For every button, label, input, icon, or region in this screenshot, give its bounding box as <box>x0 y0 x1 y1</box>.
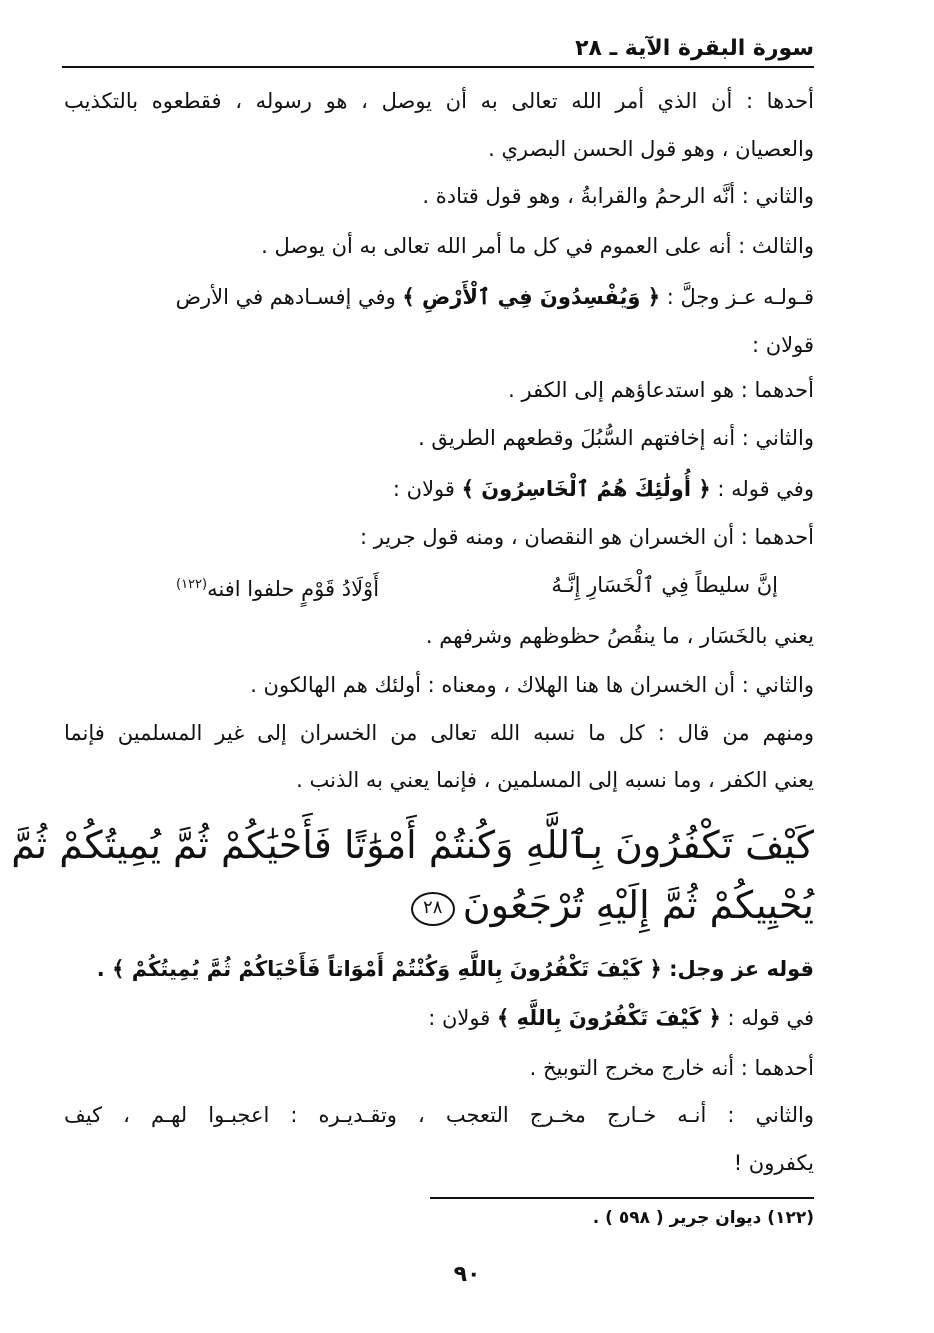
quran-verse-line-1: كَيْفَ تَكْفُرُونَ بِٱللَّهِ وَكُنتُمْ أَمْوَٰتًا فَأَحْيَٰكُمْ ثُمَّ يُمِيتُكُمْ ثُمَّ <box>11 823 814 867</box>
text-line-19: يكفرون ! <box>733 1151 814 1175</box>
quran-quote: ﴿ أُولَٰئِكَ هُمُ ٱلْخَاسِرُونَ ﴾ <box>461 477 711 501</box>
text-line-17: أحدهما : أنه خارج مخرج التوبيخ . <box>529 1056 814 1080</box>
text-line-3: والثاني : أنَّه الرحمُ والقرابةُ ، وهو قول قتادة . <box>422 184 814 208</box>
quran-quote: ﴿ كَيْفَ تَكْفُرُونَ بِاللَّهِ ﴾ <box>496 1006 721 1030</box>
header-divider <box>62 66 814 68</box>
quran-verse-line-2 <box>64 880 814 930</box>
poem-hemistich-right: إنَّ سليطاً فِي ٱلْخَسَارِ إِنَّـهُ <box>551 573 778 597</box>
text-segment: . <box>96 957 113 981</box>
text-line-15 <box>64 954 814 984</box>
page-number: ٩٠ <box>453 1262 481 1287</box>
text-line-13: ومنهم من قال : كل ما نسبه الله تعالى من الخسران إلى غير المسلمين فإنما <box>64 721 814 745</box>
text-line-12: والثاني : أن الخسران ها هنا الهلاك ، ومعناه : أولئك هم الهالكون . <box>250 673 814 697</box>
verse-number-marker: ٢٨ <box>411 892 455 926</box>
text-line-16 <box>64 1003 814 1033</box>
text-line-9 <box>64 474 814 504</box>
text-line-8: والثاني : أنه إخافتهم السُّبُلَ وقطعهم الطريق . <box>418 426 814 450</box>
text-segment: قولان : <box>392 477 462 501</box>
poem-text: أَوْلَادُ قَوْمٍ حلفوا افنه <box>207 577 380 601</box>
text-line-14: يعني الكفر ، وما نسبه إلى المسلمين ، فإنما يعني به الذنب . <box>296 768 814 792</box>
text-line-1: أحدها : أن الذي أمر الله تعالى به أن يوصل ، هو رسوله ، فقطعوه بالتكذيب <box>64 89 814 113</box>
quran-quote: ﴿ كَيْفَ تَكْفُرُونَ بِاللَّهِ وَكُنْتُمْ أَمْوَاتاً فَأَحْيَاكُمْ ثُمَّ يُمِيتُكُمْ ﴾ <box>112 957 662 981</box>
text-line-11: يعني بالخَسَار ، ما ينقُصُ حظوظهم وشرفهم . <box>425 624 814 648</box>
text-segment: قـولـه عـز وجلَّ : <box>660 285 814 309</box>
running-header: سورة البقرة الآية ـ ٢٨ <box>575 36 814 61</box>
text-line-4: والثالث : أنه على العموم في كل ما أمر الله تعالى به أن يوصل . <box>261 234 814 258</box>
text-segment: قوله عز وجل: <box>661 957 814 981</box>
text-line-10: أحدهما : أن الخسران هو النقصان ، ومنه قول جرير : <box>359 525 814 549</box>
footnote-divider <box>430 1197 814 1199</box>
text-segment: في قوله : <box>720 1006 814 1030</box>
footnote-reference: (١٢٢) <box>176 577 208 592</box>
text-segment: وفي قوله : <box>710 477 814 501</box>
quran-verse-text: يُحْيِيكُمْ ثُمَّ إِلَيْهِ تُرْجَعُونَ <box>462 883 814 927</box>
text-line-5 <box>64 282 814 312</box>
text-segment: قولان : <box>428 1006 497 1030</box>
text-line-7: أحدهما : هو استدعاؤهم إلى الكفر . <box>508 378 814 402</box>
text-line-6: قولان : <box>751 333 814 357</box>
poem-hemistich-left <box>176 570 379 604</box>
text-line-2: والعصيان ، وهو قول الحسن البصري . <box>488 137 814 161</box>
text-segment: وفي إفسـادهم في الأرض <box>175 285 403 309</box>
footnote: (١٢٢) ديوان جرير ( ٥٩٨ ) . <box>592 1208 814 1228</box>
text-line-18: والثاني : أنـه خـارج مخـرج التعجب ، وتقـديـره : اعجبـوا لهـم ، كيف <box>64 1103 814 1127</box>
quran-quote: ﴿ وَيُفْسِدُونَ فِي ٱلْأَرْضِ ﴾ <box>402 285 661 309</box>
